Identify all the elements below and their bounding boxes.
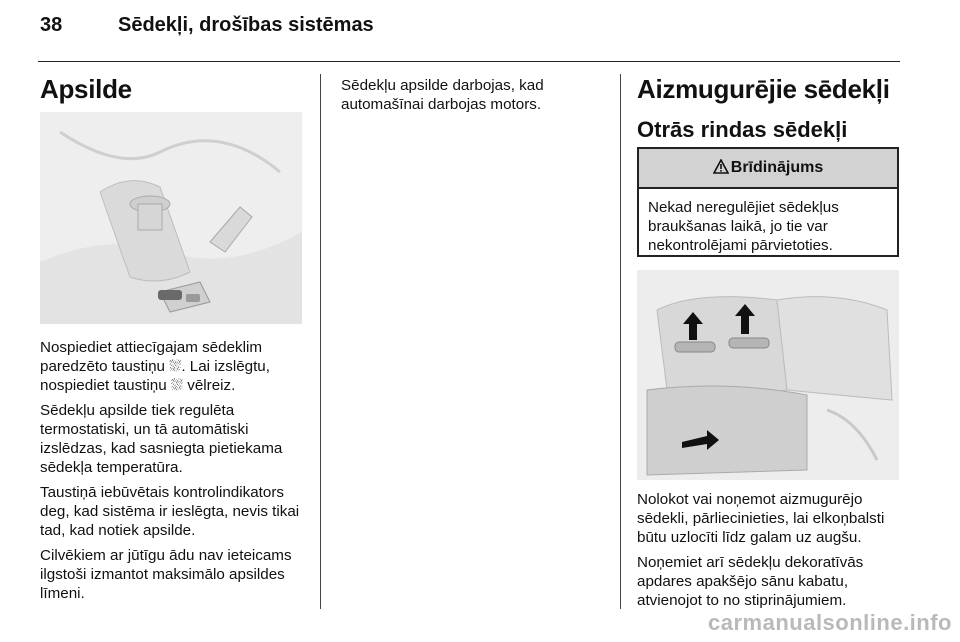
right-column-text (637, 490, 907, 616)
chapter-title: Sēdekļi, drošības sistēmas (118, 14, 374, 36)
left-column (40, 74, 310, 105)
paragraph: Cilvēkiem ar jūtīgu ādu nav ieteicams ilgstoši izmantot maksimālo apsildes līmeni. (40, 547, 292, 602)
warning-text: Nekad neregulējiet sēdekļus braukšanas laikā, jo tie var nekontrolējami pārvietoties. (648, 199, 839, 254)
middle-column (341, 76, 601, 120)
paragraph: Noņemiet arī sēdekļu dekoratīvās apdares apakšējo sānu kabatu, atvienojot to no stiprinājumiem. (637, 554, 864, 609)
paragraph: Nolokot vai noņemot aizmugurējo sēdekli, pārliecinieties, lai elkoņbalsti būtu uzlocīti līdz galam uz augšu. (637, 491, 885, 546)
paragraph: Sēdekļu apsilde tiek regulēta termostatiski, un tā automātiski izslēdzas, kad sasniegta pietiekama sēdekļa temperatūra. (40, 402, 283, 476)
watermark: carmanualsonline.info (708, 610, 952, 635)
header-rule (38, 61, 900, 62)
right-column-headings (637, 74, 907, 143)
warning-title: Brīdinājums (730, 159, 824, 176)
column-divider-left (320, 74, 321, 609)
page-number: 38 (40, 14, 63, 36)
warning-box (637, 147, 899, 257)
left-column-text (40, 338, 312, 609)
seat-heating-button-illustration (40, 112, 302, 324)
section-heading-apsilde: Apsilde (40, 74, 132, 104)
paragraph: Taustiņā iebūvētais kontrolindikators deg, kad sistēma ir ieslēgta, nevis tikai tad, kad notiek apsilde. (40, 484, 300, 539)
subsection-heading-second-row: Otrās rindas sēdekļi (637, 117, 848, 142)
section-heading-rear-seats: Aizmugurējie sēdekļi (637, 74, 890, 104)
paragraph: Sēdekļu apsilde darbojas, kad automašīnai darbojas motors. (341, 77, 544, 113)
warning-header (639, 149, 897, 189)
warning-triangle-icon (713, 151, 729, 189)
paragraph: Nospiediet attiecīgajam sēdeklim paredzēto taustiņu ⛆. Lai izslēgtu, nospiediet taustiņu ⛆ vēlreiz. (40, 339, 270, 394)
column-divider-right (620, 74, 621, 609)
rear-seat-illustration (637, 270, 899, 480)
